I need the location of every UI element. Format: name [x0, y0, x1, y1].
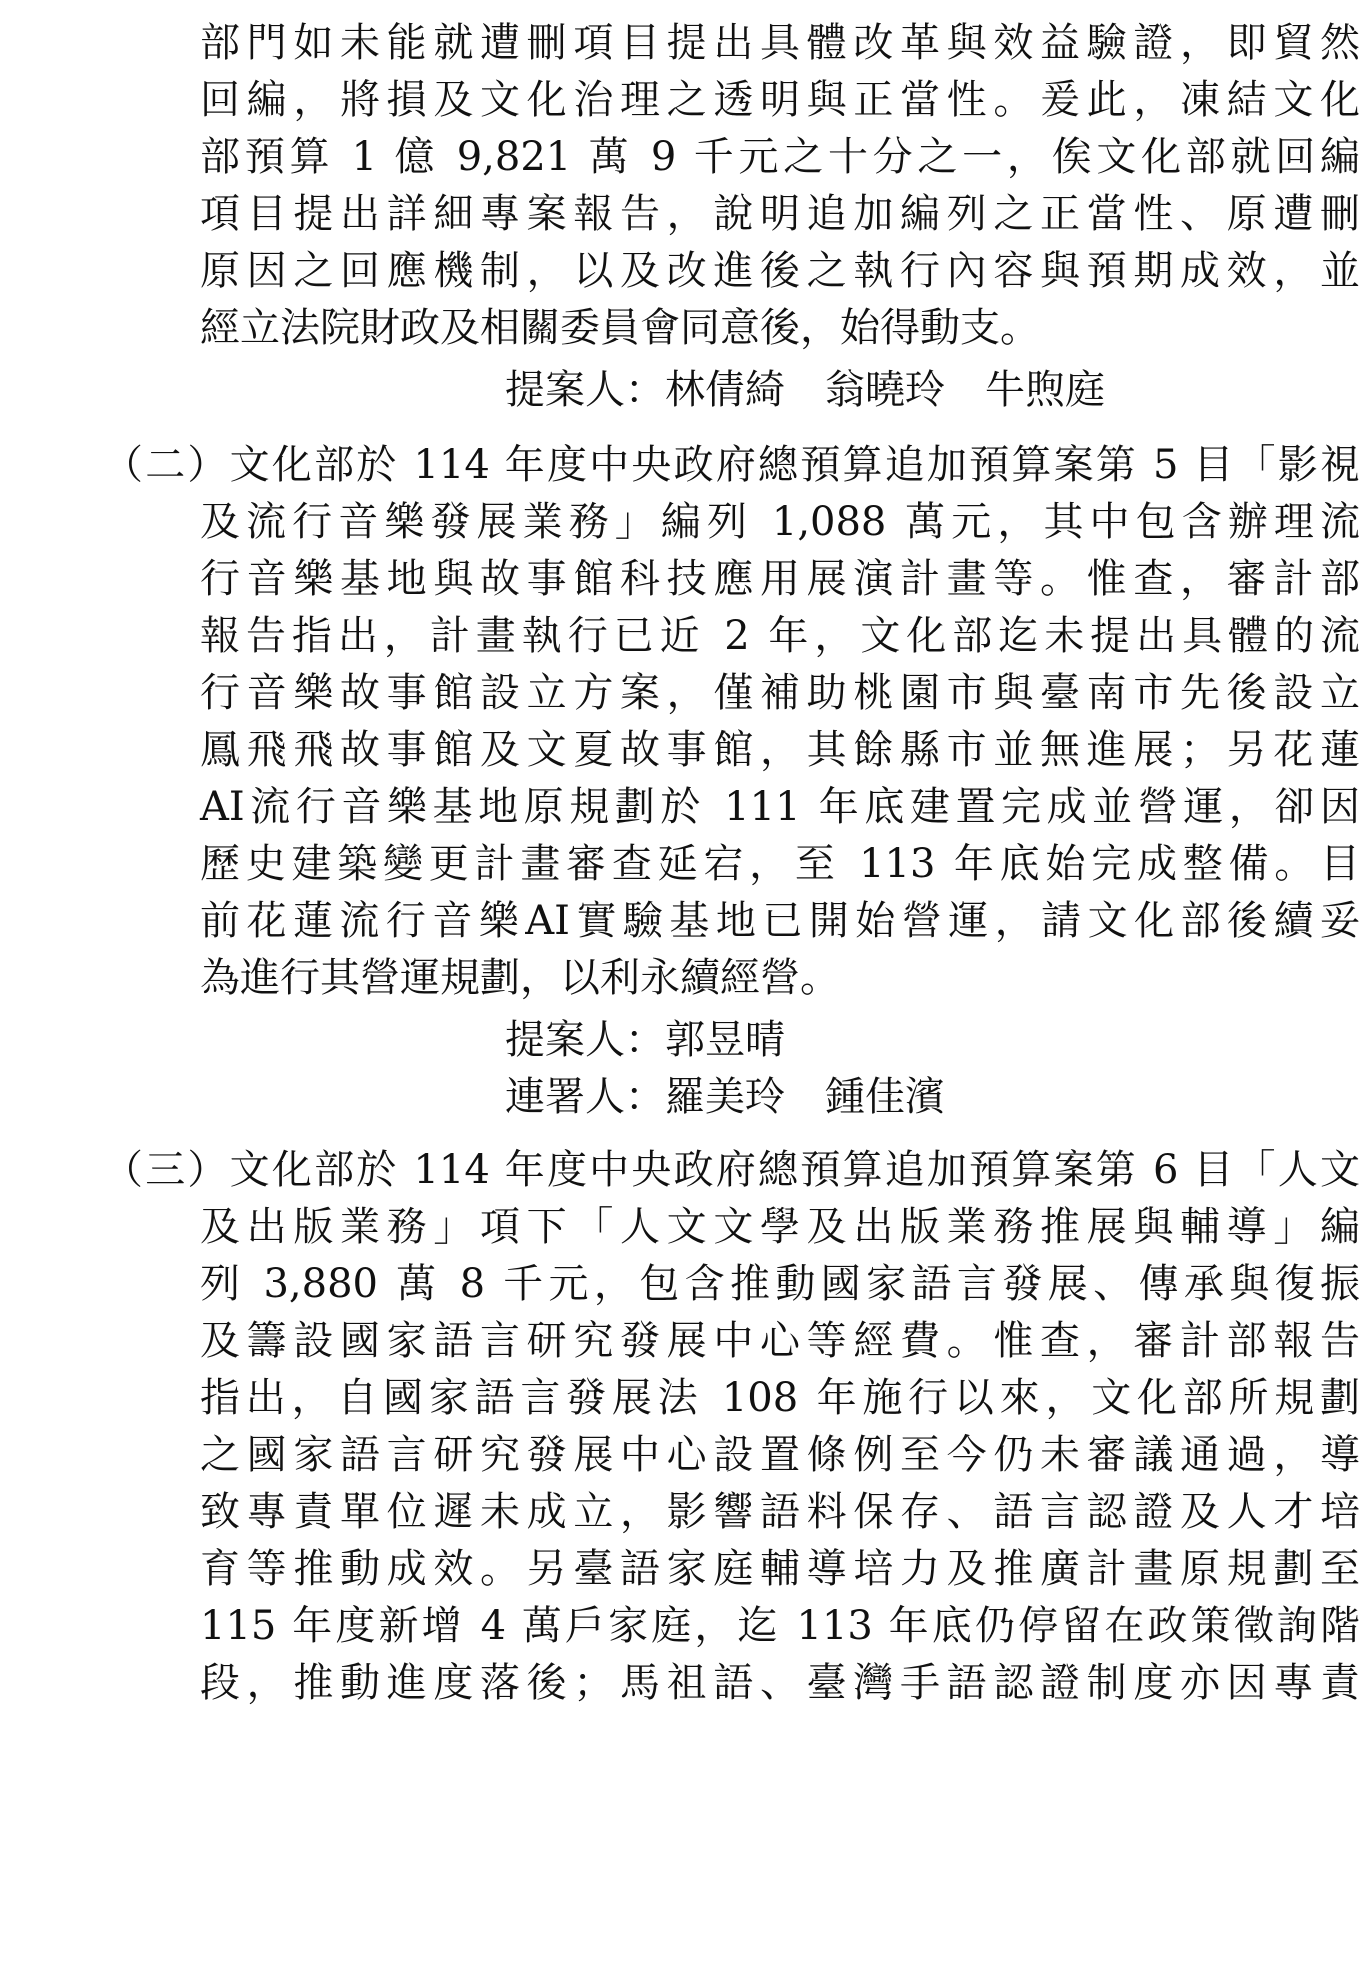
paragraph-line: 育等推動成效。另臺語家庭輔導培力及推廣計畫原規劃至	[200, 1546, 1360, 1592]
paragraph-line: 行音樂基地與故事館科技應用展演計畫等。惟查，審計部	[200, 556, 1360, 602]
paragraph-line: 段，推動進度落後；馬祖語、臺灣手語認證制度亦因專責	[200, 1660, 1360, 1706]
paragraph-line: 前花蓮流行音樂AI實驗基地已開始營運，請文化部後續妥	[200, 898, 1360, 944]
item-heading-line: （三）文化部於 114 年度中央政府總預算追加預算案第 6 目「人文	[103, 1147, 1360, 1193]
paragraph-line: 列 3,880 萬 8 千元，包含推動國家語言發展、傳承與復振	[200, 1261, 1360, 1307]
paragraph-line: 部門如未能就遭刪項目提出具體改革與效益驗證，即貿然	[200, 20, 1360, 66]
paragraph-line: 致專責單位遲未成立，影響語料保存、語言認證及人才培	[200, 1489, 1360, 1535]
paragraph-line: 行音樂故事館設立方案，僅補助桃園市與臺南市先後設立	[200, 670, 1360, 716]
paragraph-line: 及出版業務」項下「人文文學及出版業務推展與輔導」編	[200, 1204, 1360, 1250]
paragraph-line: 項目提出詳細專案報告，說明追加編列之正當性、原遭刪	[200, 191, 1360, 237]
paragraph-line: 指出，自國家語言發展法 108 年施行以來，文化部所規劃	[200, 1375, 1360, 1421]
proposer-signature: 提案人：郭昱晴	[505, 1017, 785, 1063]
paragraph-line: 原因之回應機制，以及改進後之執行內容與預期成效，並	[200, 248, 1360, 294]
paragraph-line: 回編，將損及文化治理之透明與正當性。爰此，凍結文化	[200, 77, 1360, 123]
paragraph-line: 為進行其營運規劃，以利永續經營。	[200, 955, 840, 1001]
paragraph-line: 部預算 1 億 9,821 萬 9 千元之十分之一，俟文化部就回編	[200, 134, 1360, 180]
paragraph-line: 之國家語言研究發展中心設置條例至今仍未審議通過，導	[200, 1432, 1360, 1478]
paragraph-line: 及流行音樂發展業務」編列 1,088 萬元，其中包含辦理流	[200, 499, 1360, 545]
item-heading-line: （二）文化部於 114 年度中央政府總預算追加預算案第 5 目「影視	[103, 442, 1360, 488]
paragraph-line: 報告指出，計畫執行已近 2 年，文化部迄未提出具體的流	[200, 613, 1360, 659]
paragraph-line: AI流行音樂基地原規劃於 111 年底建置完成並營運，卻因	[200, 784, 1360, 830]
proposer-signature: 提案人：林倩綺 翁曉玲 牛煦庭	[505, 367, 1105, 413]
paragraph-line: 歷史建築變更計畫審查延宕，至 113 年底始完成整備。目	[200, 841, 1360, 887]
paragraph-line: 鳳飛飛故事館及文夏故事館，其餘縣市並無進展；另花蓮	[200, 727, 1360, 773]
paragraph-line: 經立法院財政及相關委員會同意後，始得動支。	[200, 305, 1040, 351]
cosigner-signature: 連署人：羅美玲 鍾佳濱	[505, 1074, 945, 1120]
paragraph-line: 115 年度新增 4 萬戶家庭，迄 113 年底仍停留在政策徵詢階	[200, 1603, 1360, 1649]
paragraph-line: 及籌設國家語言研究發展中心等經費。惟查，審計部報告	[200, 1318, 1360, 1364]
